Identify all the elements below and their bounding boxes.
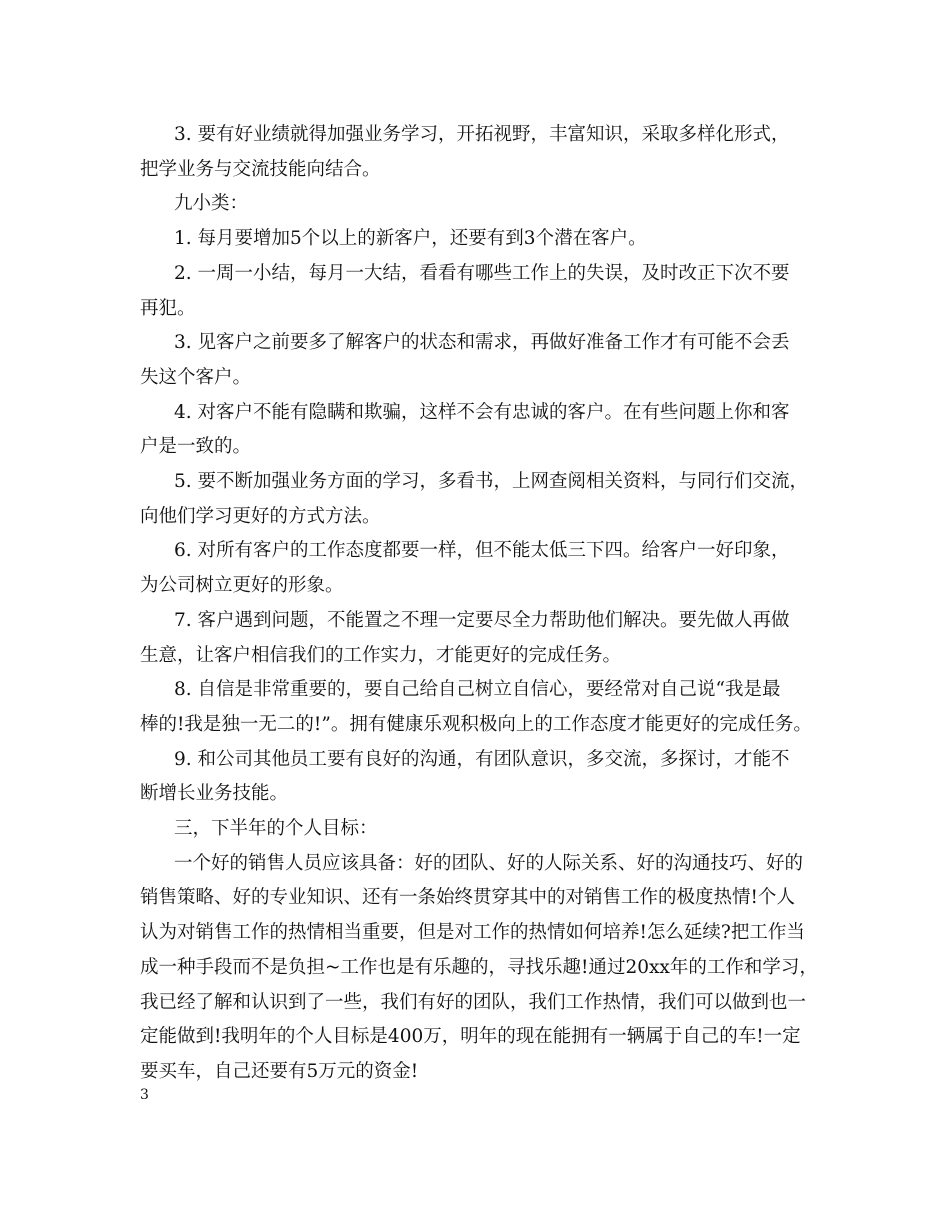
paragraph-line: 三，下半年的个人目标：: [174, 818, 378, 840]
paragraph-line: 销售策略、好的专业知识、还有一条始终贯穿其中的对销售工作的极度热情!个人: [140, 887, 795, 909]
paragraph-line: 户是一致的。: [140, 436, 252, 458]
paragraph-line: 4. 对客户不能有隐瞒和欺骗，这样不会有忠诚的客户。在有些问题上你和客: [174, 401, 790, 423]
paragraph-line: 6. 对所有客户的工作态度都要一样，但不能太低三下四。给客户一好印象，: [174, 540, 790, 562]
paragraph-line: 断增长业务技能。: [140, 783, 289, 805]
paragraph: [140, 187, 828, 222]
paragraph: [140, 222, 828, 257]
paragraph-line: 定能做到!我明年的个人目标是400万，明年的现在能拥有一辆属于自己的车!一定: [140, 1026, 801, 1048]
paragraph-line: 9. 和公司其他员工要有良好的沟通，有团队意识，多交流，多探讨，才能不: [174, 748, 790, 770]
paragraph-line: 成一种手段而不是负担~工作也是有乐趣的，寻找乐趣!通过20xx年的工作和学习，: [140, 956, 818, 978]
paragraph-line: 一个好的销售人员应该具备：好的团队、好的人际关系、好的沟通技巧、好的: [174, 852, 804, 874]
paragraph: [140, 673, 828, 742]
paragraph-line: 向他们学习更好的方式方法。: [140, 505, 381, 527]
paragraph: [140, 534, 828, 603]
paragraph-line: 要买车，自己还要有5万元的资金!: [140, 1060, 419, 1082]
paragraph: [140, 118, 828, 187]
paragraph: [140, 257, 828, 326]
paragraph: [140, 812, 828, 847]
paragraph-line: 生意，让客户相信我们的工作实力，才能更好的完成任务。: [140, 644, 622, 666]
paragraph-line: 九小类：: [174, 193, 249, 215]
paragraph-line: 再犯。: [140, 297, 196, 319]
paragraph: [140, 743, 828, 812]
paragraph-line: 把学业务与交流技能向结合。: [140, 158, 381, 180]
paragraph-line: 失这个客户。: [140, 366, 252, 388]
paragraph-line: 3. 要有好业绩就得加强业务学习，开拓视野，丰富知识，采取多样化形式，: [174, 124, 790, 145]
paragraph-line: 8. 自信是非常重要的，要自己给自己树立自信心，要经常对自己说“我是最: [174, 679, 781, 701]
paragraph-line: 1. 每月要增加5个以上的新客户，还要有到3个潜在客户。: [174, 228, 647, 250]
paragraph: [140, 847, 828, 1090]
paragraph-line: 我已经了解和认识到了一些，我们有好的团队，我们工作热情，我们可以做到也一: [140, 991, 807, 1013]
document-body: [140, 118, 828, 1090]
paragraph-line: 7. 客户遇到问题，不能置之不理一定要尽全力帮助他们解决。要先做人再做: [174, 609, 790, 631]
paragraph-line: 为公司树立更好的形象。: [140, 575, 344, 597]
paragraph: [140, 326, 828, 395]
paragraph: [140, 396, 828, 465]
paragraph-line: 5. 要不断加强业务方面的学习，多看书，上网查阅相关资料，与同行们交流，: [174, 471, 809, 493]
paragraph: [140, 465, 828, 534]
paragraph: [140, 604, 828, 673]
paragraph-line: 2. 一周一小结，每月一大结，看看有哪些工作上的失误，及时改正下次不要: [174, 262, 790, 284]
paragraph-line: 3. 见客户之前要多了解客户的状态和需求，再做好准备工作才有可能不会丢: [174, 332, 790, 354]
paragraph-line: 认为对销售工作的热情相当重要，但是对工作的热情如何培养!怎么延续?把工作当: [140, 922, 805, 944]
page-number: 3: [140, 1087, 149, 1103]
paragraph-line: 棒的!我是独一无二的!”。拥有健康乐观积极向上的工作态度才能更好的完成任务。: [140, 713, 812, 735]
